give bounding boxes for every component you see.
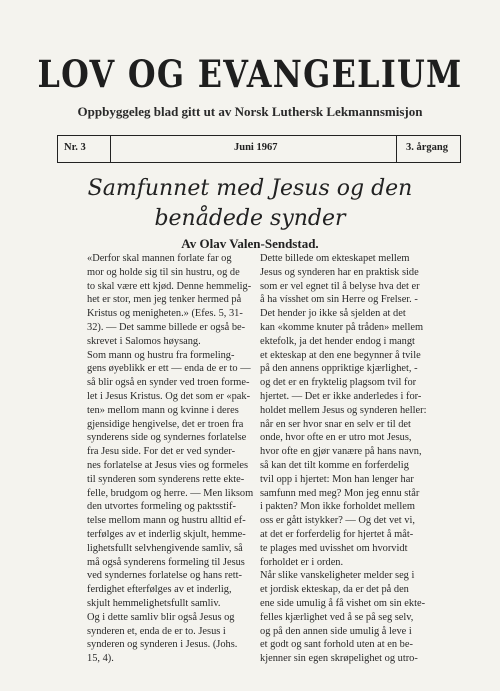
text-line: gjensidige hengivelse, det er troen fra bbox=[87, 418, 244, 430]
text-line: nes forlatelse at Jesus vies og formeles bbox=[87, 459, 249, 471]
text-line: i pakten? Mon ikke forholdet mellem bbox=[260, 501, 415, 513]
text-line: Når slike vanskeligheter melder seg i bbox=[260, 570, 415, 582]
text-line: å ha vísshet om sin Herre og Frelser. - bbox=[260, 294, 418, 306]
text-line: 32). — Det samme billede er også be- bbox=[87, 321, 246, 333]
text-line: må også synderens formeling til Jesus bbox=[87, 556, 245, 568]
text-line: et jordisk ekteskap, da er det på den bbox=[260, 584, 409, 596]
text-line: te plages med uvisshet om hvorvidt bbox=[260, 542, 408, 554]
text-line: så blir også en synder ved troen forme- bbox=[87, 377, 250, 389]
text-line: synderens side og syndernes forlatelse bbox=[87, 432, 247, 444]
text-line: fra Jesu side. For det er ved synder- bbox=[87, 446, 236, 458]
text-line: mor og holde sig til sin hustru, og de bbox=[87, 266, 240, 278]
text-line: Som mann og hustru fra formeling- bbox=[87, 349, 235, 361]
text-line: så kan det tilt komme en forferdelig bbox=[260, 459, 409, 471]
article-title-line: Samfunnet med Jesus og den bbox=[87, 176, 413, 201]
text-line: holdet mellem Jesus og synderen heller: bbox=[260, 404, 427, 416]
text-line: ten» mellom mann og kvinne i deres bbox=[87, 404, 239, 416]
text-line: gens øyeblikk er ett — enda de er to — bbox=[87, 363, 251, 375]
text-line: den utvortes formeling og paktsstif- bbox=[87, 501, 236, 513]
text-line: terfølges av et inderlig skjult, hemme- bbox=[87, 528, 246, 540]
text-line: skrevet i Salomos høysang. bbox=[87, 335, 201, 347]
text-line: «Derfor skal mannen forlate far og bbox=[87, 253, 232, 264]
issue-number: Nr. 3 bbox=[64, 142, 86, 153]
text-line: kan «komme knuter på tråden» mellem bbox=[260, 321, 424, 333]
text-line: kjenner sin egen skrøpelighet og utro- bbox=[260, 653, 418, 665]
text-line: synderen et, enda de er to. Jesus i bbox=[87, 625, 226, 637]
text-line: at det er forferdelig for hjertet å måt- bbox=[260, 528, 414, 540]
text-line: samfunn med meg? Mon jeg ennu står bbox=[260, 487, 420, 499]
text-line: 15, 4). bbox=[87, 653, 114, 665]
text-line: et godt og sant forhold uten at en be- bbox=[260, 639, 413, 651]
text-line: Det hender jo ikke så sjelden at det bbox=[260, 308, 406, 320]
text-line: to skal være ett kjød. Denne hemmelig- bbox=[87, 280, 252, 292]
text-line: oss er gått istykker? — Og det vet vi, bbox=[260, 515, 415, 527]
text-line: tvil opp i hjertet: Mon han lenger har bbox=[260, 473, 414, 485]
text-line: og det er en fryktelig plagsom tvil for bbox=[260, 377, 417, 389]
text-line: ved syndernes forlatelse og hans rett- bbox=[87, 570, 242, 582]
text-line: lighetsfullt selvhengivende samliv, så bbox=[87, 542, 243, 554]
left-text-column bbox=[87, 252, 257, 666]
issue-bar-divider bbox=[110, 136, 111, 162]
text-line: synderen og synderen i Jesus. (Johs. bbox=[87, 639, 238, 651]
article-title bbox=[0, 174, 500, 234]
text-line: til synderen som synderens rette ekte- bbox=[87, 473, 245, 485]
text-line: het er stor, men jeg tenker hermed på bbox=[87, 294, 242, 306]
issue-bar-divider bbox=[396, 136, 397, 162]
article-title-line: benådede synder bbox=[154, 206, 346, 231]
text-line: Dette billede om ekteskapet mellem bbox=[260, 253, 410, 264]
text-line: ene side umulig å få vishet om sin ekte- bbox=[260, 597, 426, 609]
text-line: hjertet. — Det er ikke anderledes i for- bbox=[260, 390, 422, 402]
issue-bar bbox=[57, 135, 461, 163]
article-author: Av Olav Valen-Sendstad. bbox=[181, 236, 319, 251]
text-line: onde, hvor ofte en er utro mot Jesus, bbox=[260, 432, 412, 444]
text-line: og på den annen side umulig å leve i bbox=[260, 625, 412, 637]
text-line: felles kjærlighet ved å se på seg selv, bbox=[260, 611, 414, 623]
text-line: Kristus og menigheten.» (Efes. 5, 31- bbox=[87, 308, 243, 320]
text-line: Og i dette samliv blir også Jesus og bbox=[87, 611, 235, 623]
text-line: et ekteskap at den ene begynner å tvile bbox=[260, 349, 421, 361]
text-line: når en ser hvor snar en selv er til det bbox=[260, 418, 411, 430]
text-line: ektefolk, ja det hender endog i mangt bbox=[260, 335, 415, 347]
text-line: felle, brudgom og herre. — Men liksom bbox=[87, 487, 254, 499]
issue-date: Juni 1967 bbox=[234, 142, 278, 153]
masthead-subtitle: Oppbyggeleg blad gitt ut av Norsk Luthersk Lekmannsmisjon bbox=[77, 104, 423, 119]
issue-volume: 3. årgang bbox=[406, 142, 448, 153]
text-line: ferdighet efterfølges av et inderlig, bbox=[87, 584, 232, 596]
text-line: let i Jesus Kristus. Og det som er «pak- bbox=[87, 390, 251, 402]
masthead-title: LOV OG EVANGELIUM bbox=[37, 52, 463, 96]
text-line: hvor ofte en gjør vanære på hans navn, bbox=[260, 446, 422, 458]
right-text-column bbox=[260, 252, 432, 666]
text-line: som er vel egnet til å belyse hva det er bbox=[260, 280, 420, 292]
text-line: Jesus og synderen har en praktisk side bbox=[260, 266, 419, 278]
text-line: forholdet er i orden. bbox=[260, 556, 344, 568]
text-line: på den annens oppriktige kjærlighet, - bbox=[260, 363, 418, 375]
text-line: telse mellom mann og hustru alltid ef- bbox=[87, 515, 246, 527]
text-line: skjult hemmelighetsfullt samliv. bbox=[87, 597, 221, 609]
